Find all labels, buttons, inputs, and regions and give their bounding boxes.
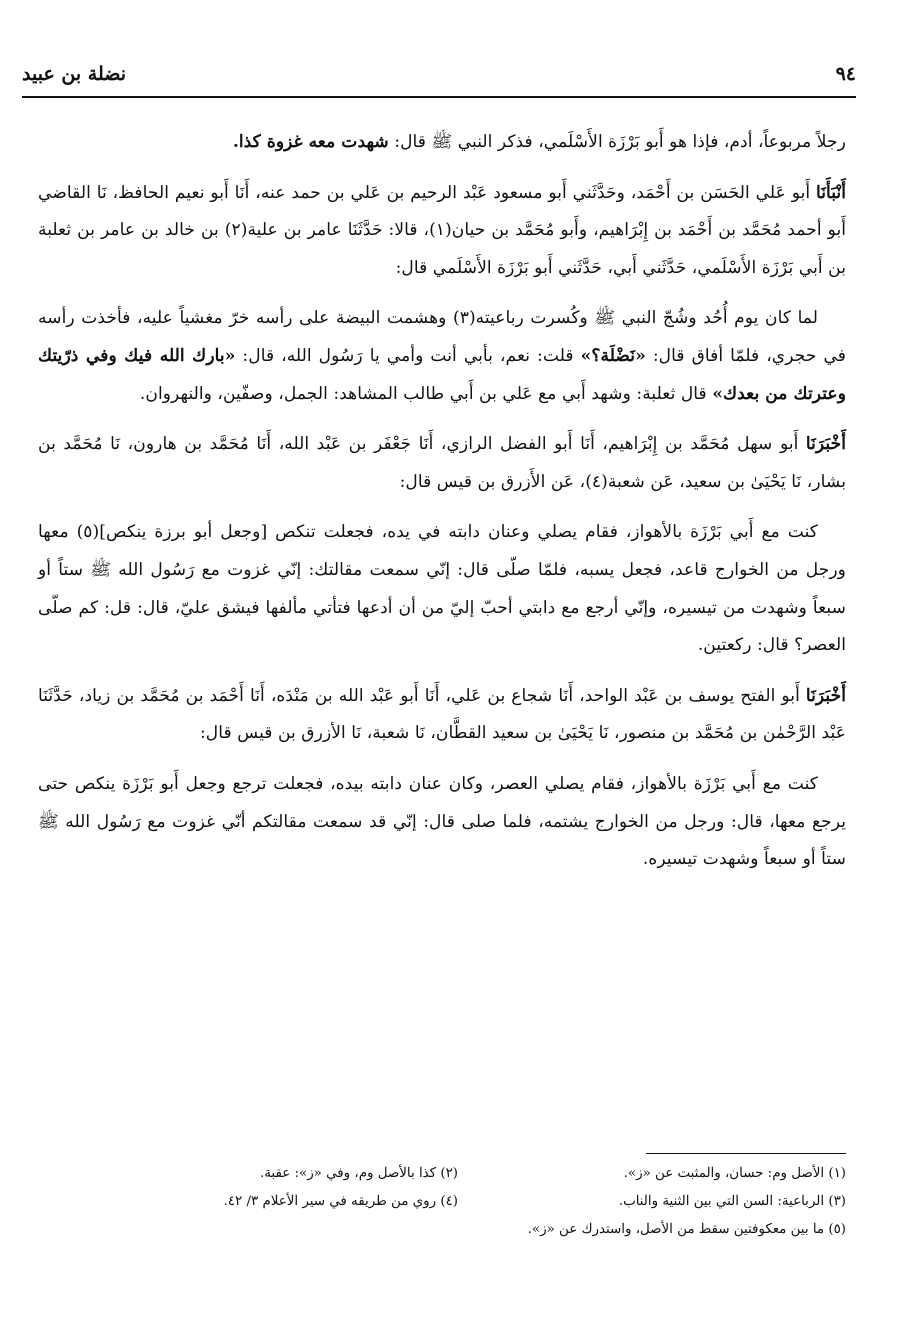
footnote-5: (٥) ما بين معكوفتين سقط من الأصل، واستدرك عن «ز». — [527, 1222, 846, 1237]
emphasized-text: «بارك الله فيك وفي ذرّيتك وعترتك من بعدك» — [38, 345, 846, 404]
paragraph — [38, 300, 846, 413]
text-run: لما كان يوم أُحُد وشُجّ النبي ﷺ وكُسرت رباعيته(٣) وهشمت البيضة على رأسه خرّ مغشياً عليه، فأخذت رأسه في حجري، فلمّا أفاق قال: — [38, 308, 846, 366]
emphasized-text: «نَضْلَة؟» — [580, 345, 646, 366]
text-run: كنت مع أَبي بَرْزَة بالأهواز، فقام يصلي العصر، وكان عنان دابته بيده، فجعلت ترجع وجعل أَبو بَرْزَة ينكص حتى يرجع معها، قال: ورجل من الخوارج يشتمه، فلما صلى قال: إنّي قد سمعت مقالتكم أنّي غزوت مع رَسُول الله ﷺ ستاً أو سبعاً وشهدت تيسيره. — [38, 773, 846, 870]
footnote-4: (٤) روي من طريقه في سير الأعلام ٣/ ٤٢. — [223, 1194, 458, 1209]
footnote-row — [70, 1216, 846, 1244]
emphasized-text: أَنْبَأَنَا — [815, 182, 846, 203]
footnote-1: (١) الأصل وم: حسان، والمثبت عن «ز». — [623, 1166, 846, 1181]
running-title: نضلة بن عبيد — [22, 63, 126, 85]
text-run: قال ثعلبة: وشهد أَبي مع عَلي بن أَبي طالب المشاهد: الجمل، وصفّين، والنهروان. — [139, 383, 713, 404]
paragraph — [38, 514, 846, 664]
text-run: قلت: نعم، بأبي أنت وأمي يا رَسُول الله، قال: — [235, 345, 581, 366]
page-header — [22, 58, 856, 90]
footnotes — [70, 1160, 846, 1244]
main-text — [38, 124, 846, 892]
text-run: أَبو الفتح يوسف بن عَبْد الواحد، أَنَا شجاع بن عَلي، أَنَا أَبو عَبْد الله بن مَنْدَه، أَنَا أَحْمَد بن مُحَمَّد بن زياد، حَدَّثَنَا عَبْد الرَّحْمٰن بن مُحَمَّد بن منصور، نَا يَحْيَىٰ بن سعيد القطَّان، نَا شعبة، نَا الأزرق بن قيس قال: — [38, 685, 846, 744]
paragraph — [38, 426, 846, 501]
footnote-3: (٣) الرباعية: السن التي بين الثنية والناب. — [618, 1194, 846, 1209]
emphasized-text: شهدت معه غزوة كذا. — [232, 132, 389, 152]
footnote-row — [70, 1188, 846, 1216]
emphasized-text: أَخْبَرَنَا — [805, 434, 846, 455]
page-number: ٩٤ — [835, 63, 856, 85]
text-run: رجلاً مربوعاً، أدم، فإذا هو أَبو بَرْزَة الأَسْلَمي، فذكر النبي ﷺ قال: — [388, 132, 846, 152]
paragraph — [38, 124, 846, 162]
footnote-separator — [646, 1153, 846, 1154]
paragraph — [38, 175, 846, 288]
header-rule — [22, 96, 856, 98]
footnote-row — [70, 1160, 846, 1188]
text-run: أَبو سهل مُحَمَّد بن إِبْرَاهيم، أَنَا أَبو الفضل الرازي، أَنَا جَعْفَر بن عَبْد الله، أَنَا مُحَمَّد بن هارون، نَا مُحَمَّد بن بشار، نَا يَحْيَىٰ بن سعيد، عَن شعبة(٤)، عَن الأَزرق بن قيس قال: — [38, 434, 846, 492]
footnote-2: (٢) كذا بالأصل وم، وفي «ز»: عقبة. — [260, 1166, 458, 1181]
emphasized-text: أَخْبَرَنَا — [805, 685, 846, 706]
text-run: كنت مع أَبي بَرْزَة بالأهواز، فقام يصلي وعنان دابته في يده، فجعلت تنكص [وجعل أبو برزة ينكص](٥) معها ورجل من الخوارج قاعد، فجعل يسبه، فلمّا صلّى قال: إنّي سمعت مقالتك: إنّي غزوت مع رَسُول الله ﷺ ستاً أو سبعاً وشهدت من تيسيره، وإنّي أرجع مع دابتي أحبّ إليّ من أن أدعها فتأتي مألفها فيشق عليّ، قال: قل: كم صلّى العصر؟ قال: ركعتين. — [38, 522, 846, 656]
text-run: أَبو عَلي الحَسَن بن أَحْمَد، وحَدَّثَني أَبو مسعود عَبْد الرحيم بن عَلي بن حمد عنه، أَنَا أَبو نعيم الحافظ، نَا القاضي أَبو أحمد مُحَمَّد بن أَحْمَد بن إِبْرَاهيم، وأَبو مُحَمَّد بن حيان(١)، قالا: حَدَّثَنَا عامر بن علية(٢) بن خالد بن عامر بن ثعلبة بن أَبي بَرْزَة الأَسْلَمي، حَدَّثَني أَبي، حَدَّثَني أَبو بَرْزَة الأَسْلَمي قال: — [38, 182, 847, 278]
paragraph — [38, 678, 846, 753]
paragraph — [38, 766, 846, 879]
